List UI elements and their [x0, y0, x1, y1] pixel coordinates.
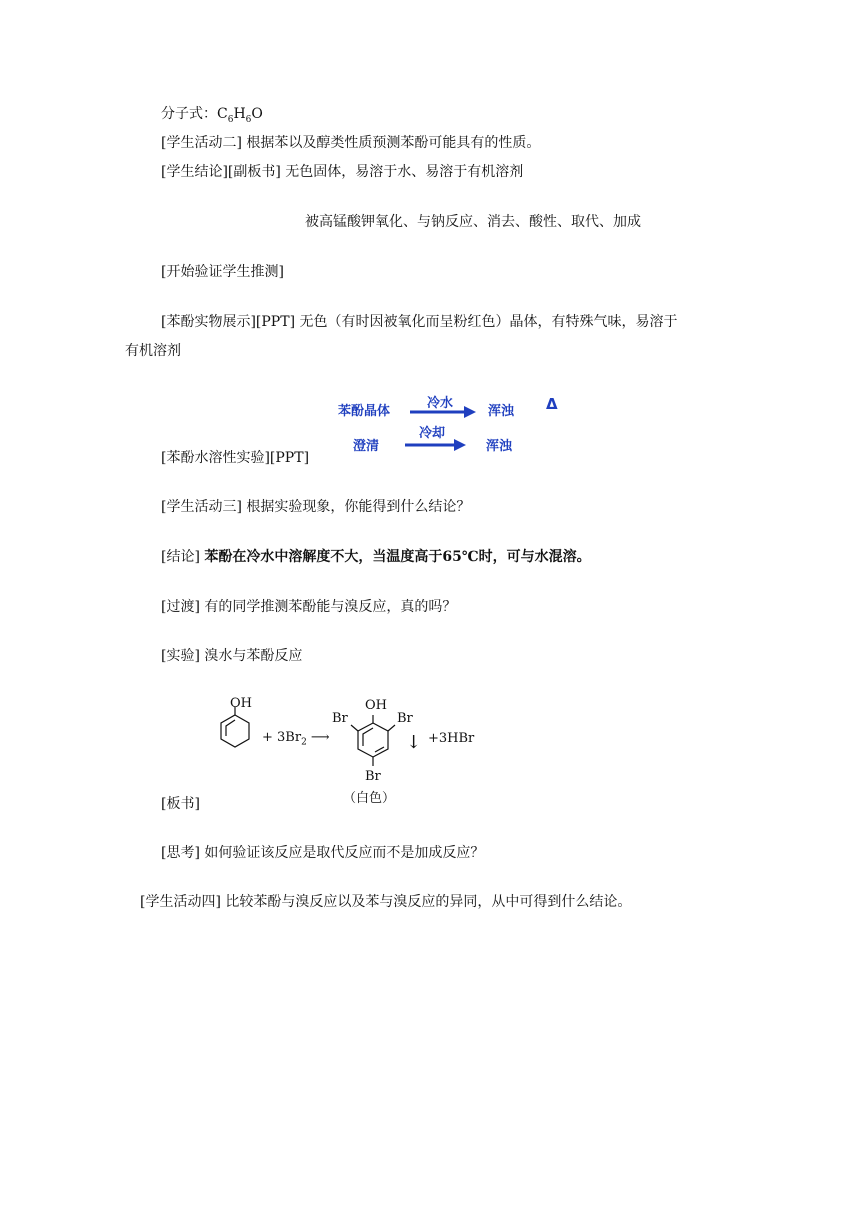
precipitate-arrow: ↓	[406, 732, 422, 753]
reaction-plus-bromine	[262, 728, 329, 753]
diagram-left-bottom: 澄清	[353, 439, 380, 454]
plus-3hbr: +3HBr	[428, 731, 475, 746]
formula-c: C	[217, 106, 228, 122]
diagram-heat-symbol: Δ	[546, 395, 558, 413]
reaction-arrow: ⟶	[310, 730, 330, 745]
product-br-left: Br	[332, 711, 348, 726]
board-label: [板书]	[161, 796, 200, 812]
product-br-bottom: Br	[365, 769, 381, 784]
diagram-left-top: 苯酚晶体	[338, 404, 391, 419]
result-line	[161, 547, 591, 567]
molecular-formula	[161, 104, 263, 130]
phenol-display-line-1: [苯酚实物展示][PPT] 无色（有时因被氧化而呈粉红色）晶体，有特殊气味，易溶于	[161, 314, 678, 330]
student-activity-3: [学生活动三] 根据实验现象，你能得到什么结论？	[161, 499, 471, 515]
product-oh: OH	[365, 698, 387, 713]
diagram-arrows	[400, 400, 480, 455]
diagram-arrow-bottom-label: 冷却	[419, 426, 446, 441]
experiment-line: [实验] 溴水与苯酚反应	[161, 648, 303, 664]
result-text: 苯酚在冷水中溶解度不大，当温度高于65℃时，可与水混溶。	[204, 549, 591, 565]
formula-h: H	[233, 106, 246, 122]
verify-heading: [开始验证学生推测]	[161, 264, 284, 280]
product-br-right: Br	[397, 711, 413, 726]
arrow-bottom	[405, 439, 466, 451]
white-precipitate-label: （白色）	[343, 791, 396, 806]
student-activity-4: [学生活动四] 比较苯酚与溴反应以及苯与溴反应的异同，从中可得到什么结论。	[140, 894, 632, 910]
reactant-oh: OH	[230, 696, 252, 711]
student-activity-2: [学生活动二] 根据苯以及醇类性质预测苯酚可能具有的性质。	[161, 135, 541, 151]
tribromophenol-ring	[351, 715, 395, 766]
arrow-top	[410, 406, 476, 418]
diagram-right-top: 浑浊	[488, 404, 515, 419]
result-label: [结论]	[161, 549, 205, 565]
diagram-right-bottom: 浑浊	[486, 439, 513, 454]
plus-3br: + 3Br	[262, 730, 302, 745]
formula-c-sub: 6	[227, 114, 234, 125]
predicted-properties: 被高锰酸钾氧化、与钠反应、消去、酸性、取代、加成	[305, 214, 641, 230]
student-conclusion: [学生结论][副板书] 无色固体，易溶于水、易溶于有机溶剂	[161, 164, 524, 180]
formula-label: 分子式：	[161, 106, 217, 122]
diagram-arrow-top-label: 冷水	[427, 396, 454, 411]
br2-subscript: 2	[301, 737, 307, 748]
phenol-display-line-2: 有机溶剂	[125, 343, 181, 359]
formula-h-sub: 6	[245, 114, 252, 125]
transition-line: [过渡] 有的同学推测苯酚能与溴反应，真的吗？	[161, 599, 457, 615]
think-line: [思考] 如何验证该反应是取代反应而不是加成反应？	[161, 845, 485, 861]
solubility-experiment: [苯酚水溶性实验][PPT]	[161, 450, 310, 466]
formula-o: O	[251, 106, 263, 122]
